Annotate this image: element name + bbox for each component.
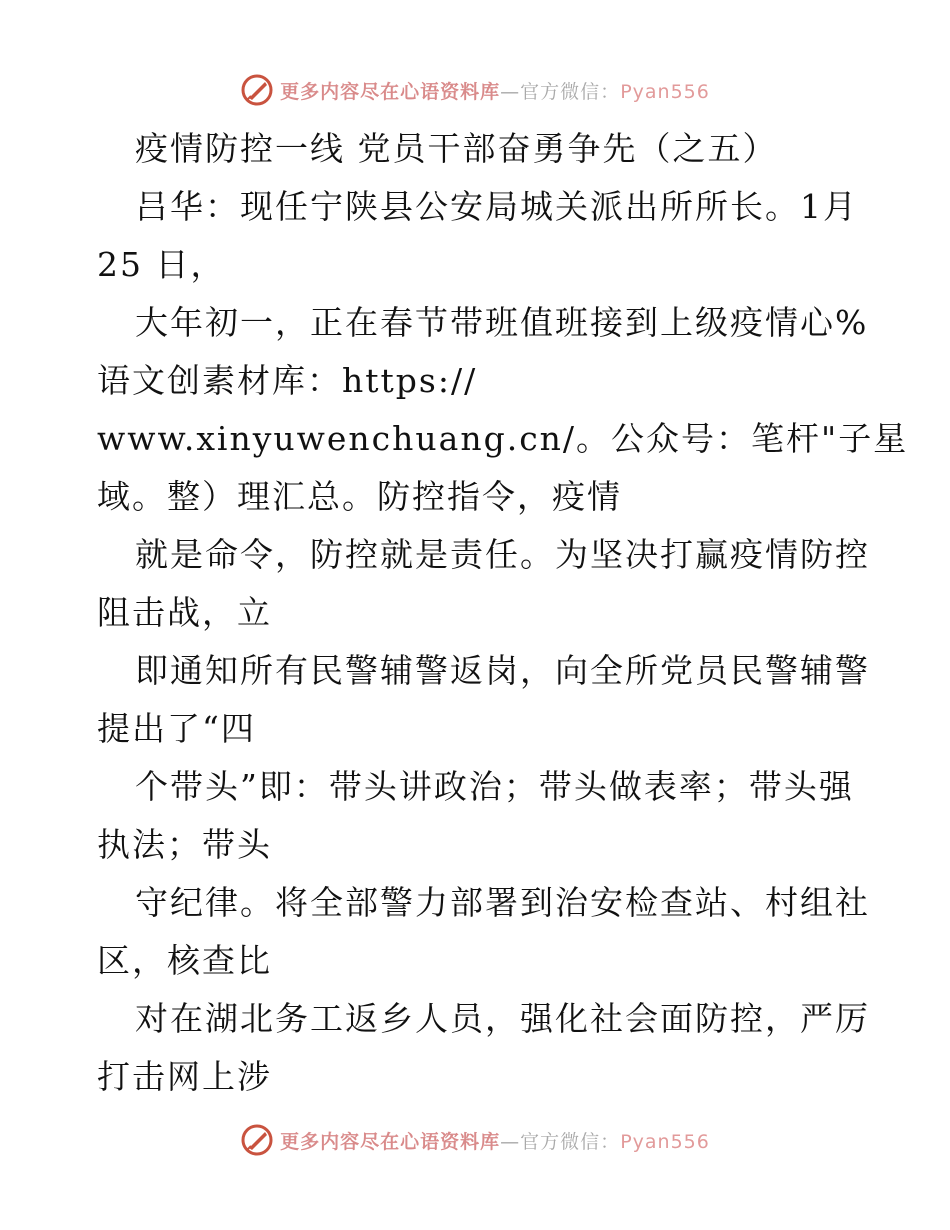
paragraph-line: 区，核查比: [97, 941, 272, 980]
watermark-lead: 更多内容尽在心语资料库: [280, 80, 501, 103]
watermark-rest: —官方微信：: [500, 1130, 621, 1153]
paragraph-line: 个带头”即：带头讲政治；带头做表率；带头强: [135, 767, 854, 806]
watermark-text: [280, 1127, 710, 1154]
paragraph-line: 提出了“四: [97, 709, 256, 748]
paragraph-line: www.xinyuwenchuang.cn/。公众号：笔杆"子星: [97, 419, 909, 458]
paragraph-line: 大年初一，正在春节带班值班接到上级疫情心%: [135, 303, 869, 342]
watermark-rest: —官方微信：: [500, 80, 621, 103]
document-body: [97, 120, 909, 1106]
paragraph-line: 域。整）理汇总。防控指令，疫情: [97, 477, 622, 516]
paragraph-line: 吕华：现任宁陕县公安局城关派出所所长。1月: [135, 187, 858, 226]
paragraph-line: 就是命令，防控就是责任。为坚决打赢疫情防控: [135, 535, 870, 574]
watermark-banner-top: [0, 70, 950, 110]
paragraph-line: 打击网上涉: [97, 1057, 272, 1096]
quill-pen-logo-icon: [240, 1123, 274, 1157]
watermark-text: [280, 77, 710, 104]
paragraph-line: 对在湖北务工返乡人员，强化社会面防控，严厉: [135, 999, 870, 1038]
watermark-lead: 更多内容尽在心语资料库: [280, 1130, 501, 1153]
document-title: 疫情防控一线 党员干部奋勇争先（之五）: [135, 129, 778, 168]
watermark-banner-bottom: [0, 1120, 950, 1160]
paragraph-line: 25 日，: [97, 245, 226, 284]
paragraph-line: 即通知所有民警辅警返岗，向全所党员民警辅警: [135, 651, 870, 690]
watermark-wechat-id: Pyan556: [620, 1130, 710, 1153]
paragraph-line: 守纪律。将全部警力部署到治安检查站、村组社: [135, 883, 870, 922]
paragraph-line: 阻击战，立: [97, 593, 272, 632]
watermark-wechat-id: Pyan556: [620, 80, 710, 103]
paragraph-line: 执法；带头: [97, 825, 272, 864]
paragraph-line: 语文创素材库：https://: [97, 361, 478, 400]
quill-pen-logo-icon: [240, 73, 274, 107]
